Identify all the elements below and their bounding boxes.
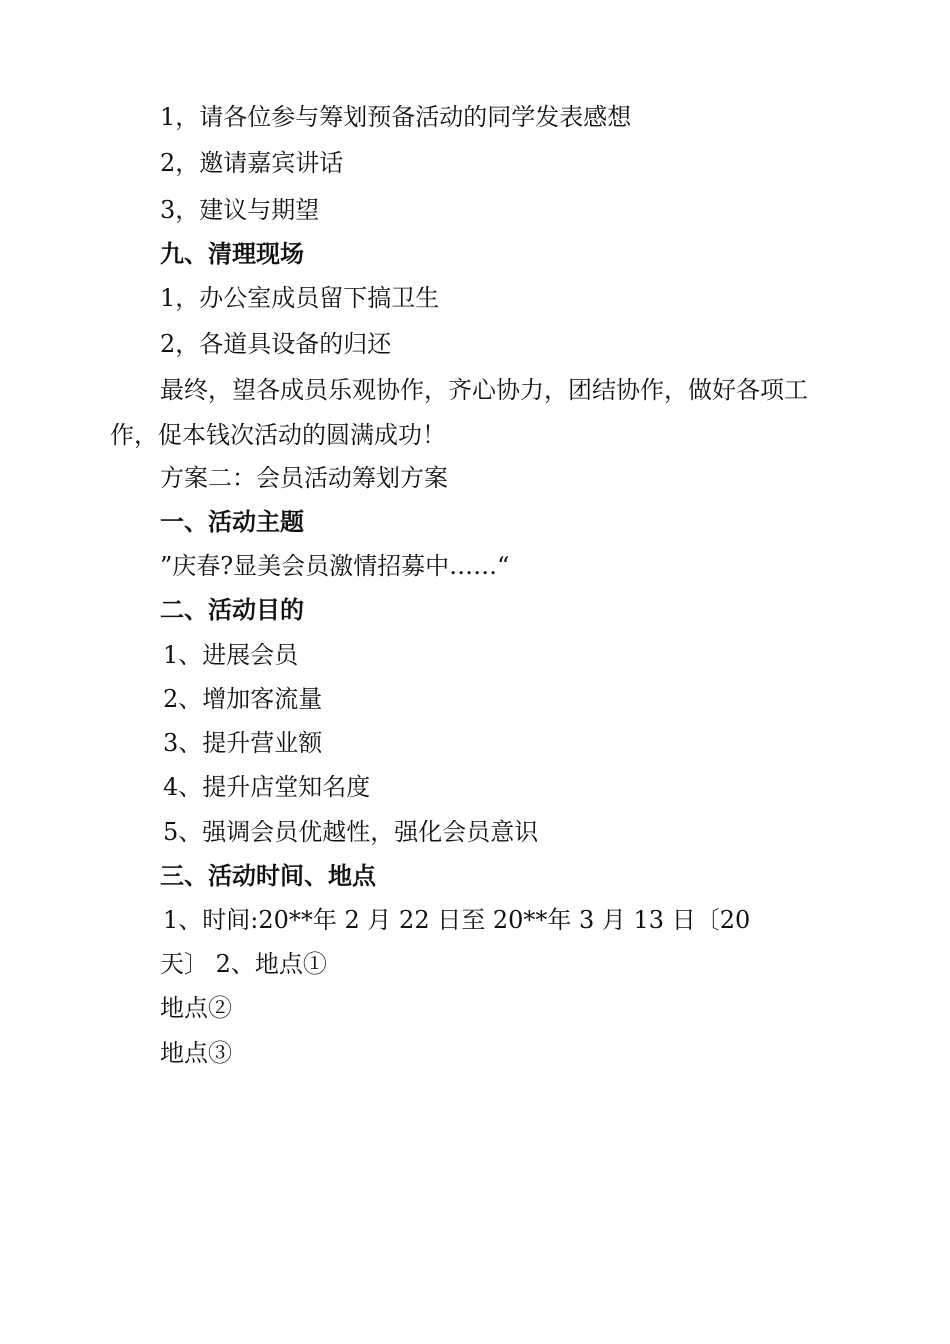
paragraph-line: 最终，望各成员乐观协作，齐心协力，团结协作，做好各项工 — [160, 376, 808, 404]
list-item: 2，邀请嘉宾讲话 — [160, 149, 344, 177]
section-heading: 二、活动目的 — [160, 595, 304, 624]
list-item: 4、提升店堂知名度 — [163, 773, 371, 801]
list-item: 5、强调会员优越性，强化会员意识 — [163, 818, 539, 846]
paragraph-line: 1、时间:20**年 2 月 22 日至 20**年 3 月 13 日〔20 — [163, 906, 751, 934]
plan-title: 方案二：会员活动筹划方案 — [160, 464, 448, 492]
list-item: 3，建议与期望 — [160, 196, 320, 224]
paragraph-line: ”庆春?显美会员激情招募中……“ — [160, 552, 510, 580]
section-heading: 一、活动主题 — [160, 507, 304, 536]
list-item: 2、增加客流量 — [163, 685, 323, 713]
paragraph-line: 天〕 2、地点① — [160, 950, 327, 978]
list-item: 1、进展会员 — [163, 641, 299, 669]
list-item: 1，请各位参与筹划预备活动的同学发表感想 — [160, 103, 632, 131]
list-item: 1，办公室成员留下搞卫生 — [160, 284, 440, 312]
list-item: 3、提升营业额 — [163, 729, 323, 757]
list-item: 2，各道具设备的归还 — [160, 330, 392, 358]
paragraph-line: 地点③ — [160, 1039, 232, 1067]
paragraph-line: 作，促本钱次活动的圆满成功！ — [110, 421, 446, 449]
section-heading: 三、活动时间、地点 — [160, 861, 376, 890]
paragraph-line: 地点② — [160, 994, 232, 1022]
section-heading: 九、清理现场 — [160, 239, 304, 268]
